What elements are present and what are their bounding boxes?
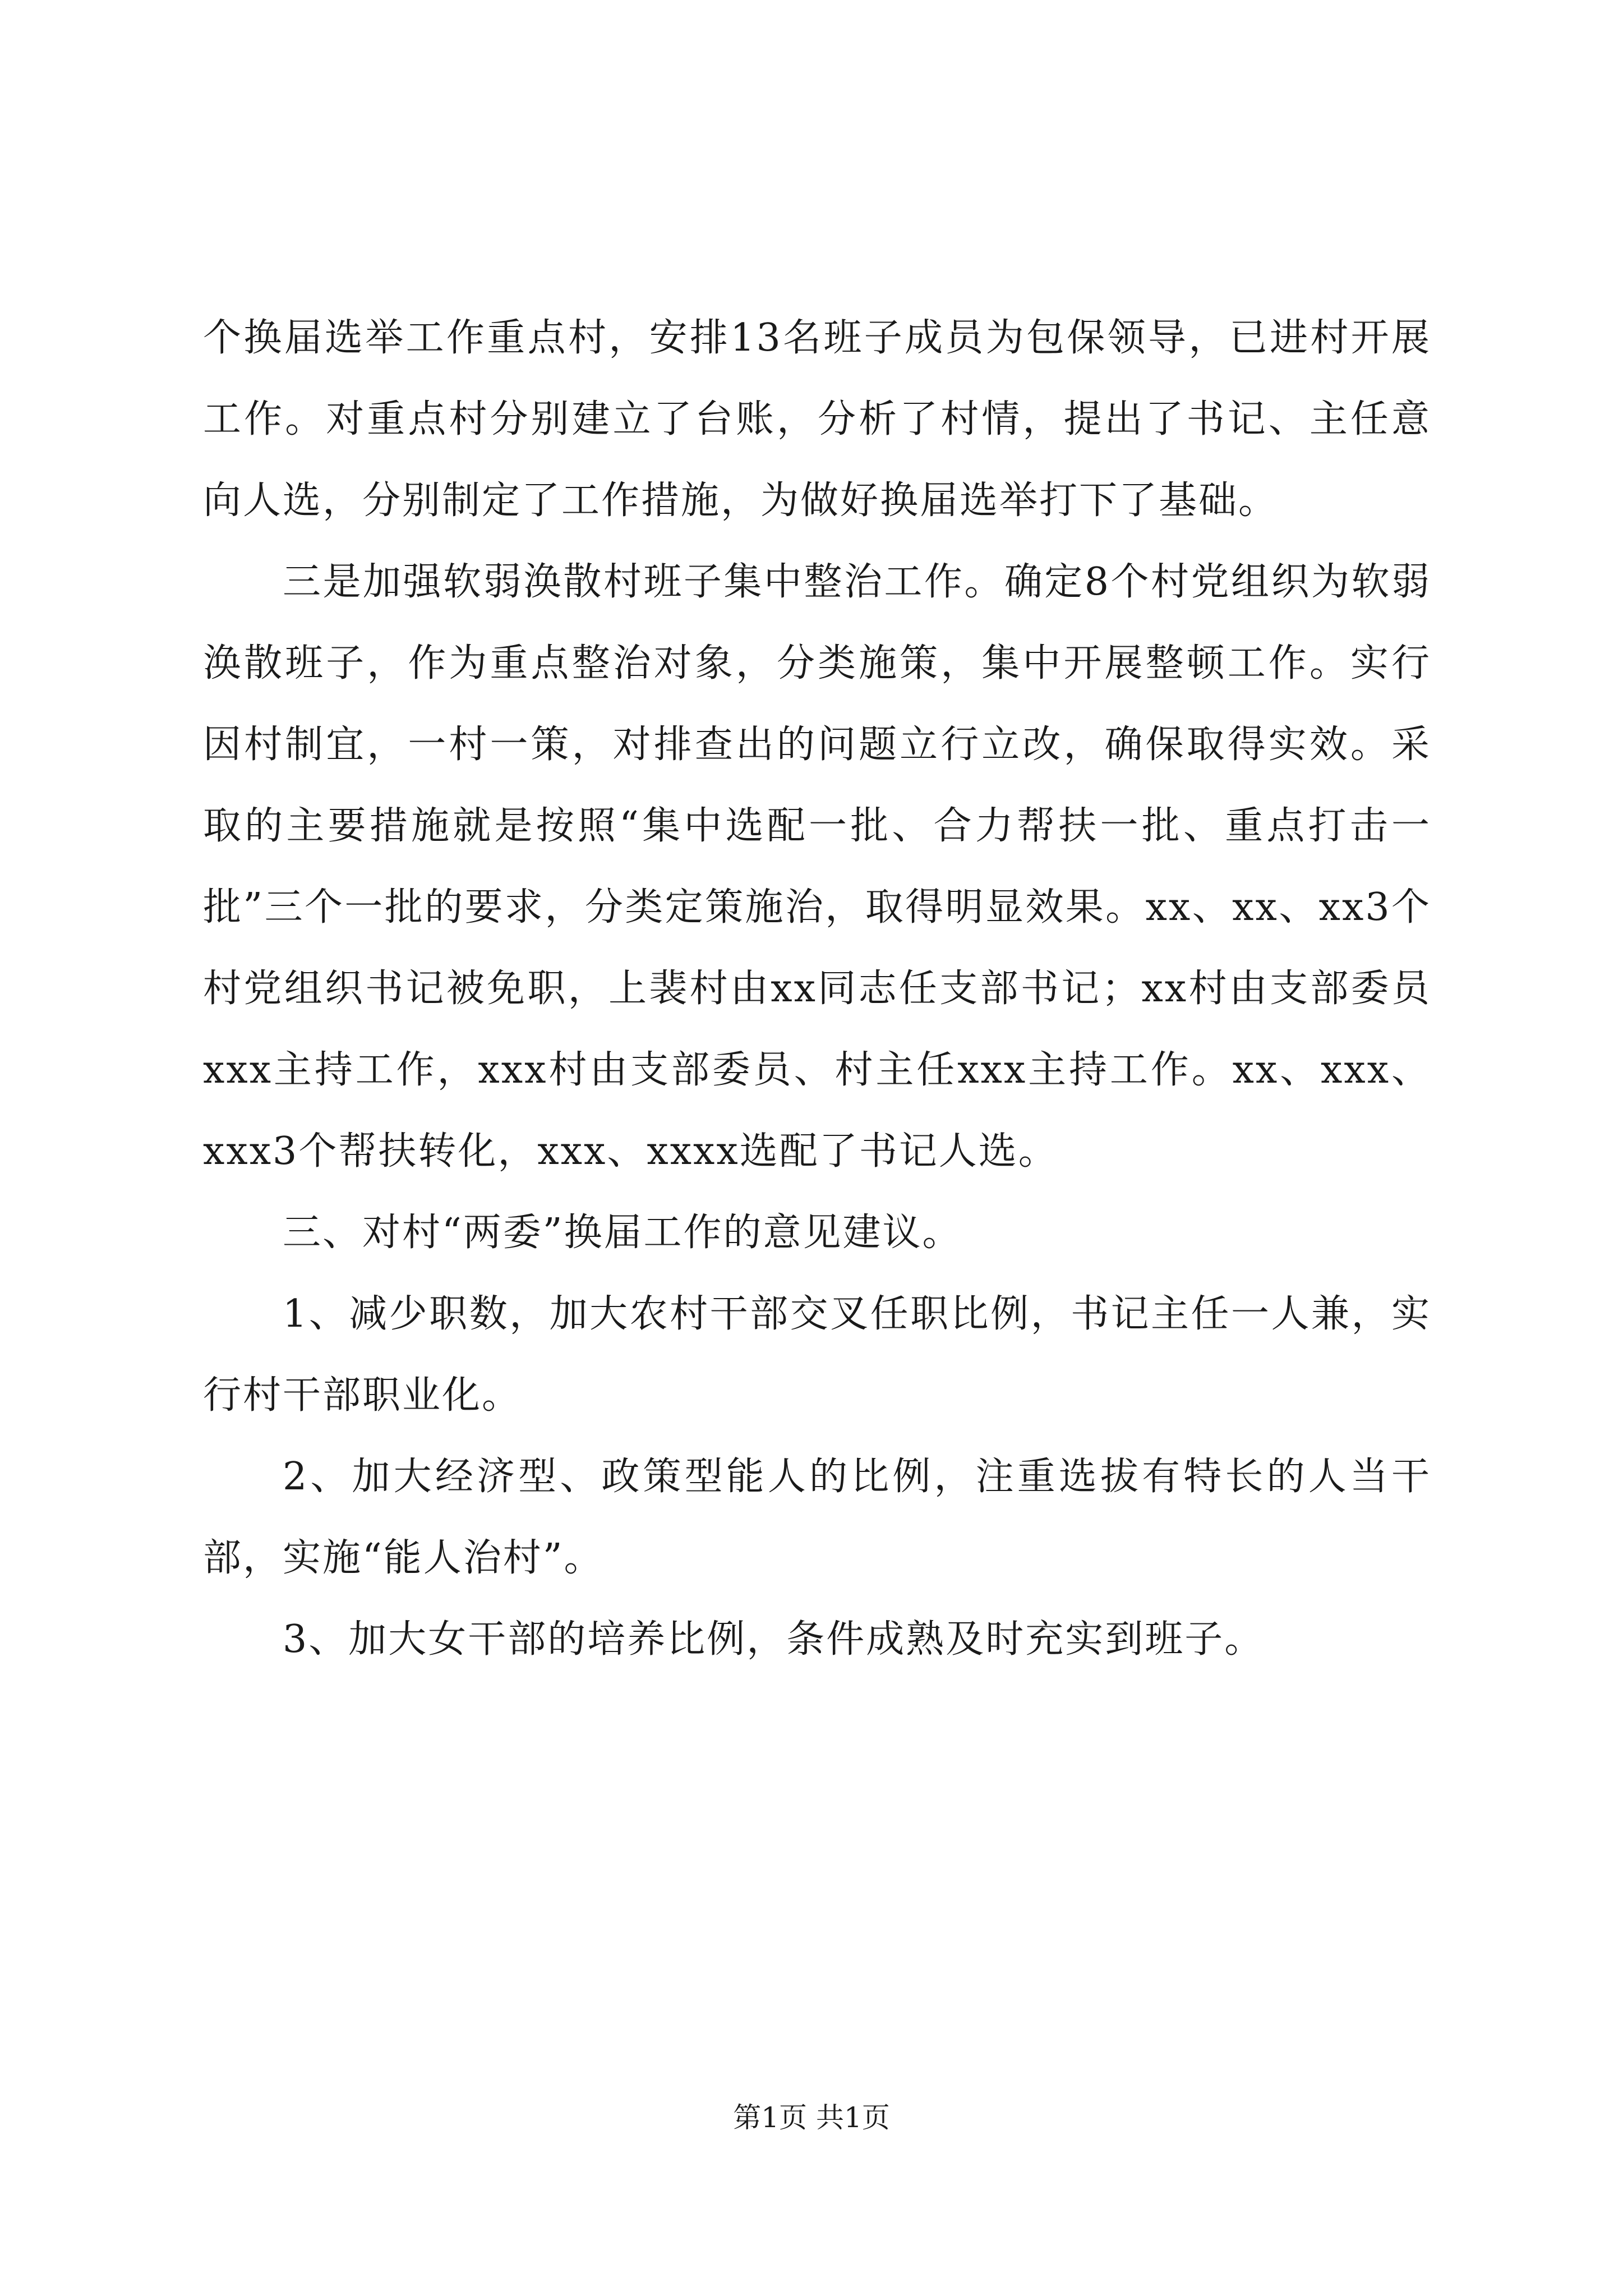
section-heading: 三、对村“两委”换届工作的意见建议。 [283, 1211, 962, 1255]
list-item-1: 1、减少职数，加大农村干部交叉任职比例，书记主任一人兼，实行村干部职业化。 [203, 1292, 1431, 1418]
document-body [203, 297, 1431, 1680]
list-item-2: 2、加大经济型、政策型能人的比例，注重选拔有特长的人当干部，实施“能人治村”。 [203, 1455, 1431, 1580]
list-item-3: 3、加大女干部的培养比例，条件成熟及时充实到班子。 [283, 1617, 1265, 1662]
paragraph-2: 三是加强软弱涣散村班子集中整治工作。确定8个村党组织为软弱涣散班子，作为重点整治对象，分类施策，集中开展整顿工作。实行因村制宜，一村一策，对排查出的问题立行立改，确保取得实效。采取的主要措施就是按照“集中选配一批、合力帮扶一批、重点打击一批”三个一批的要求，分类定策施治，取得明显效果。xx、xx、xx3个村党组织书记被免职，上裴村由xx同志任支部书记；xx村由支部委员xxx主持工作，xxx村由支部委员、村主任xxx主持工作。xx、xxx、xxx3个帮扶转化，xxx、xxxx选配了书记人选。 [203, 560, 1431, 1174]
page-number-label: 第1页 共1页 [733, 2101, 890, 2134]
page-footer [0, 2098, 1623, 2137]
paragraph-1: 个换届选举工作重点村，安排13名班子成员为包保领导，已进村开展工作。对重点村分别建立了台账，分析了村情，提出了书记、主任意向人选，分别制定了工作措施，为做好换届选举打下了基础。 [203, 316, 1431, 523]
